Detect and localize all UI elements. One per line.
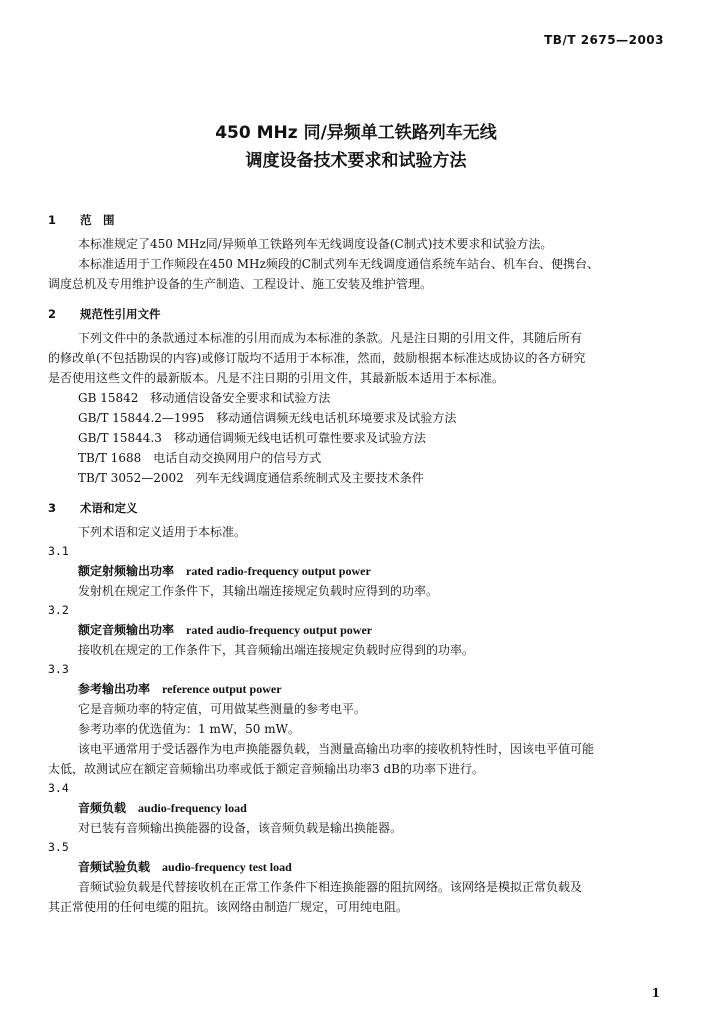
paragraph: 下列术语和定义适用于本标准。 <box>78 525 247 539</box>
document-body <box>48 204 676 917</box>
term-definition: 该电平通常用于受话器作为电声换能器负载，当测量高输出功率的接收机特性时，因该电平值可能 <box>78 742 595 756</box>
document-title-line-1: 450 MHz 同/异频单工铁路列车无线 <box>215 123 497 143</box>
term-heading <box>48 620 676 640</box>
term-definition: 音频试验负载是代替接收机在正常工作条件下相连换能器的阻抗网络。该网络是模拟正常负载及 <box>78 880 583 894</box>
term-definition: 接收机在规定的工作条件下，其音频输出端连接规定负载时应得到的功率。 <box>78 643 475 657</box>
reference-item: TB/T 3052—2002 列车无线调度通信系统制式及主要技术条件 <box>78 471 424 485</box>
section-2-heading <box>48 304 676 324</box>
term-definition: 对已装有音频输出换能器的设备，该音频负载是输出换能器。 <box>78 821 403 835</box>
term-definition: 参考功率的优选值为：1 mW，50 mW。 <box>78 722 300 736</box>
term-heading <box>48 798 676 818</box>
clause-number: 3.3 <box>48 662 69 676</box>
term-chinese: 额定音频输出功率 <box>78 623 175 637</box>
term-heading <box>48 679 676 699</box>
section-title: 规范性引用文件 <box>80 307 161 321</box>
term-definition-continuation: 太低，故测试应在额定音频输出功率或低于额定音频输出功率3 dB的功率下进行。 <box>48 762 484 776</box>
section-1-heading <box>48 210 676 230</box>
reference-item: GB/T 15844.2—1995 移动通信调频无线电话机环境要求及试验方法 <box>78 411 457 425</box>
reference-item: GB/T 15844.3 移动通信调频无线电话机可靠性要求及试验方法 <box>78 431 426 445</box>
clause-number: 3.2 <box>48 603 69 617</box>
paragraph-continuation: 的修改单(不包括勘误的内容)或修订版均不适用于本标准，然而，鼓励根据本标准达成协议的各方研究 <box>48 351 586 365</box>
term-english: reference output power <box>162 682 282 696</box>
term-heading <box>48 857 676 877</box>
term-definition: 它是音频功率的特定值，可用做某些测量的参考电平。 <box>78 702 367 716</box>
section-title: 术语和定义 <box>80 501 138 515</box>
paragraph: 下列文件中的条款通过本标准的引用而成为本标准的条款。凡是注日期的引用文件，其随后所有 <box>78 331 583 345</box>
paragraph: 本标准适用于工作频段在450 MHz频段的C制式列车无线调度通信系统车站台、机车台、便携台、 <box>78 257 599 271</box>
reference-item: GB 15842 移动通信设备安全要求和试验方法 <box>78 391 331 405</box>
section-number: 1 <box>48 213 57 227</box>
term-definition: 发射机在规定工作条件下，其输出端连接规定负载时应得到的功率。 <box>78 584 439 598</box>
reference-item: TB/T 1688 电话自动交换网用户的信号方式 <box>78 451 322 465</box>
section-number: 2 <box>48 307 57 321</box>
term-english: audio-frequency load <box>138 801 247 815</box>
term-chinese: 参考输出功率 <box>78 682 151 696</box>
document-title-line-2: 调度设备技术要求和试验方法 <box>245 151 467 171</box>
clause-number: 3.4 <box>48 781 69 795</box>
clause-number: 3.1 <box>48 544 69 558</box>
term-chinese: 音频试验负载 <box>78 860 151 874</box>
section-3-heading <box>48 498 676 518</box>
paragraph-continuation: 调度总机及专用维护设备的生产制造、工程设计、施工安装及维护管理。 <box>48 277 433 291</box>
term-english: audio-frequency test load <box>162 860 292 874</box>
term-english: rated audio-frequency output power <box>186 623 373 637</box>
standard-code: TB/T 2675—2003 <box>544 33 664 47</box>
section-number: 3 <box>48 501 57 515</box>
term-english: rated radio-frequency output power <box>186 564 371 578</box>
term-chinese: 音频负载 <box>78 801 127 815</box>
term-heading <box>48 561 676 581</box>
section-title: 范 围 <box>80 213 115 227</box>
paragraph: 本标准规定了450 MHz同/异频单工铁路列车无线调度设备(C制式)技术要求和试验方法。 <box>78 237 553 251</box>
clause-number: 3.5 <box>48 840 69 854</box>
term-definition-continuation: 其正常使用的任何电缆的阻抗。该网络由制造厂规定，可用纯电阻。 <box>48 900 409 914</box>
term-chinese: 额定射频输出功率 <box>78 564 175 578</box>
paragraph-continuation: 是否使用这些文件的最新版本。凡是不注日期的引用文件，其最新版本适用于本标准。 <box>48 371 505 385</box>
page-number: 1 <box>651 986 660 1000</box>
